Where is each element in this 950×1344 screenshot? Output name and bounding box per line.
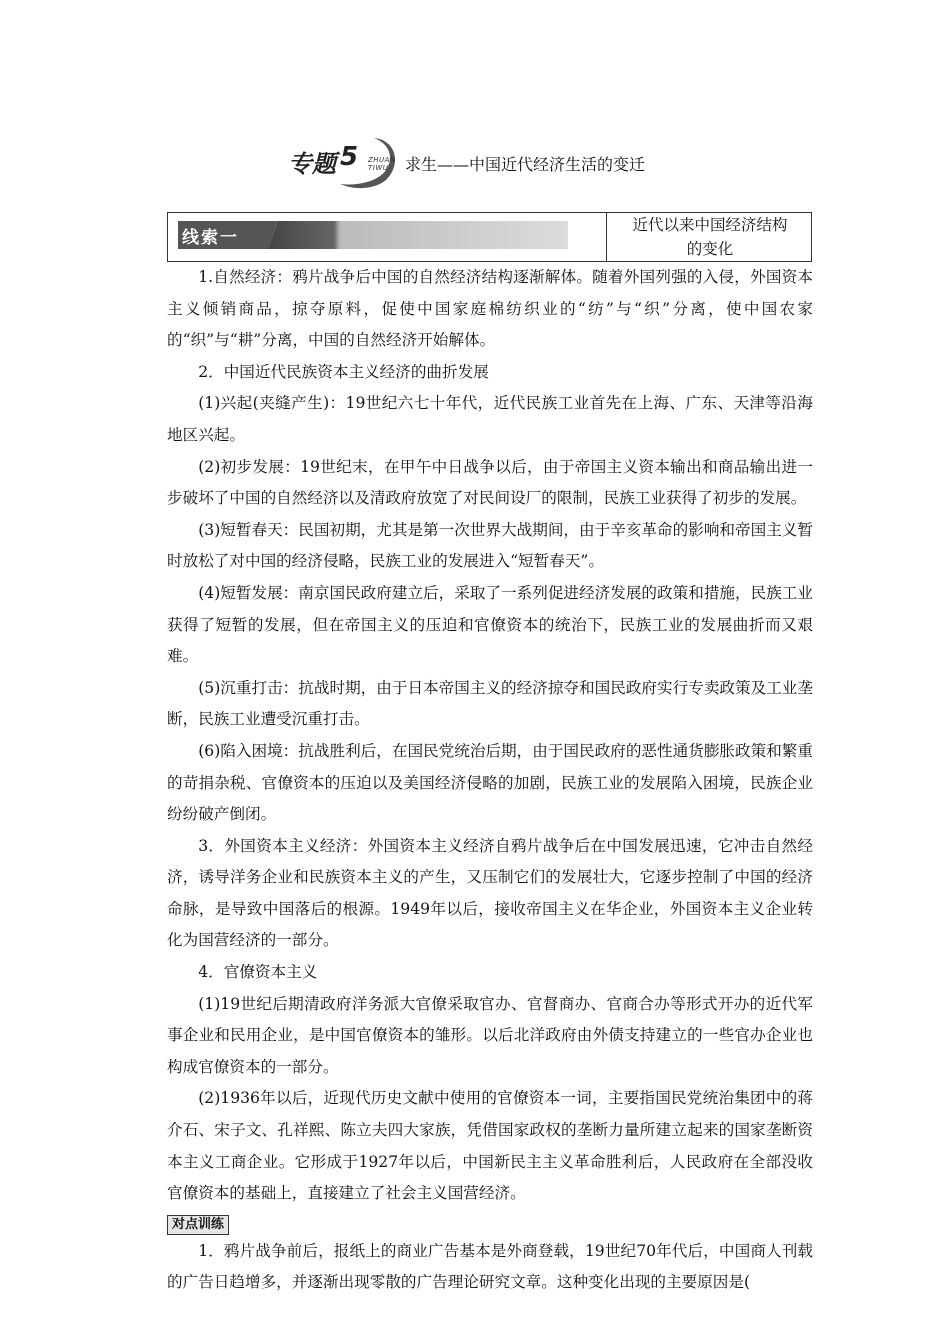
clue-label: 线索一	[182, 228, 239, 248]
paragraph-short-spring: (3)短暂春天：民国初期，尤其是第一次世界大战期间，由于辛亥革命的影响和帝国主义暂时放松了对中国的经济侵略，民族工业的发展进入“短暂春天”。	[167, 520, 813, 571]
paragraph-heading-national-capital: 2．中国近代民族资本主义经济的曲折发展	[198, 362, 489, 381]
exercise-question-1: 1．鸦片战争前后，报纸上的商业广告基本是外商登载，19世纪70年代后，中国商人刊载的广告日趋增多，并逐渐出现零散的广告理论研究文章。这种变化出现的主要原因是(	[167, 1241, 813, 1292]
chapter-title: 求生——中国近代经济生活的变迁	[405, 155, 646, 174]
paragraph-bureaucratic-1936: (2)1936年以后，近现代历史文献中使用的官僚资本一词，主要指国民党统治集团中的蒋介石、宋子文、孔祥熙、陈立夫四大家族，凭借国家政权的垄断力量所建立起来的国家垄断资本主义工商企业。它形成于1927年以后，中国新民主主义革命胜利后，人民政府在全部没收官僚资本的基础上，直接建立了社会主义国营经济。	[167, 1089, 813, 1203]
clue-topic-line-1: 近代以来中国经济结构	[632, 216, 788, 234]
topic-number: 5	[340, 142, 359, 172]
paragraph-natural-economy: 1.自然经济：鸦片战争后中国的自然经济结构逐渐解体。随着外国列强的入侵，外国资本主义倾销商品，掠夺原料，促使中国家庭棉纺织业的“纺”与“织”分离，使中国农家的“织”与“耕”分离，中国的自然经济开始解体。	[167, 268, 813, 350]
topic-header	[0, 134, 950, 194]
pinyin-line-1: ZHUAN	[368, 156, 396, 164]
paragraph-heading-bureaucratic-capital: 4．官僚资本主义	[198, 963, 318, 982]
paragraph-short-development: (4)短暂发展：南京国民政府建立后，采取了一系列促进经济发展的政策和措施，民族工业获得了短暂的发展，但在帝国主义的压迫和官僚资本的统治下，民族工业的发展曲折而又艰难。	[167, 583, 813, 666]
paragraph-heavy-blow: (5)沉重打击：抗战时期，由于日本帝国主义的经济掠夺和国民政府实行专卖政策及工业垄断，民族工业遭受沉重打击。	[167, 678, 813, 729]
topic-label: 专题	[288, 150, 336, 178]
exercise-tag-row	[167, 1210, 813, 1236]
main-content	[167, 262, 813, 1299]
clue-topic-line-2: 的变化	[686, 240, 734, 258]
clue-topic	[608, 213, 812, 261]
paragraph-initial-development: (2)初步发展：19世纪末，在甲午中日战争以后，由于帝国主义资本输出和商品输出进一步破坏了中国的自然经济以及清政府放宽了对民间设厂的限制，民族工业获得了初步的发展。	[167, 457, 813, 508]
topic-pinyin	[368, 156, 404, 172]
pinyin-line-2: TIWU	[368, 164, 389, 172]
paragraph-foreign-capital: 3．外国资本主义经济：外国资本主义经济自鸦片战争后在中国发展迅速，它冲击自然经济，诱导洋务企业和民族资本主义的产生，又压制它们的发展壮大，它逐步控制了中国的经济命脉，是导致中国落后的根源。1949年以后，接收帝国主义在华企业，外国资本主义企业转化为国营经济的一部分。	[167, 836, 813, 950]
paragraph-bureaucratic-origin: (1)19世纪后期清政府洋务派大官僚采取官办、官督商办、官商合办等形式开办的近代军事企业和民用企业，是中国官僚资本的雏形。以后北洋政府由外债支持建立的一些官办企业也构成官僚资本的一部分。	[167, 994, 813, 1076]
clue-divider	[606, 213, 607, 261]
paragraph-predicament: (6)陷入困境：抗战胜利后，在国民党统治后期，由于国民政府的恶性通货膨胀政策和繁重的苛捐杂税、官僚资本的压迫以及美国经济侵略的加剧，民族工业的发展陷入困境，民族企业纷纷破产倒闭。	[167, 741, 813, 824]
clue-table	[167, 212, 812, 262]
paragraph-rise: (1)兴起(夹缝产生)：19世纪六七十年代，近代民族工业首先在上海、广东、天津等沿海地区兴起。	[167, 394, 813, 444]
exercise-tag: 对点训练	[167, 1215, 229, 1235]
